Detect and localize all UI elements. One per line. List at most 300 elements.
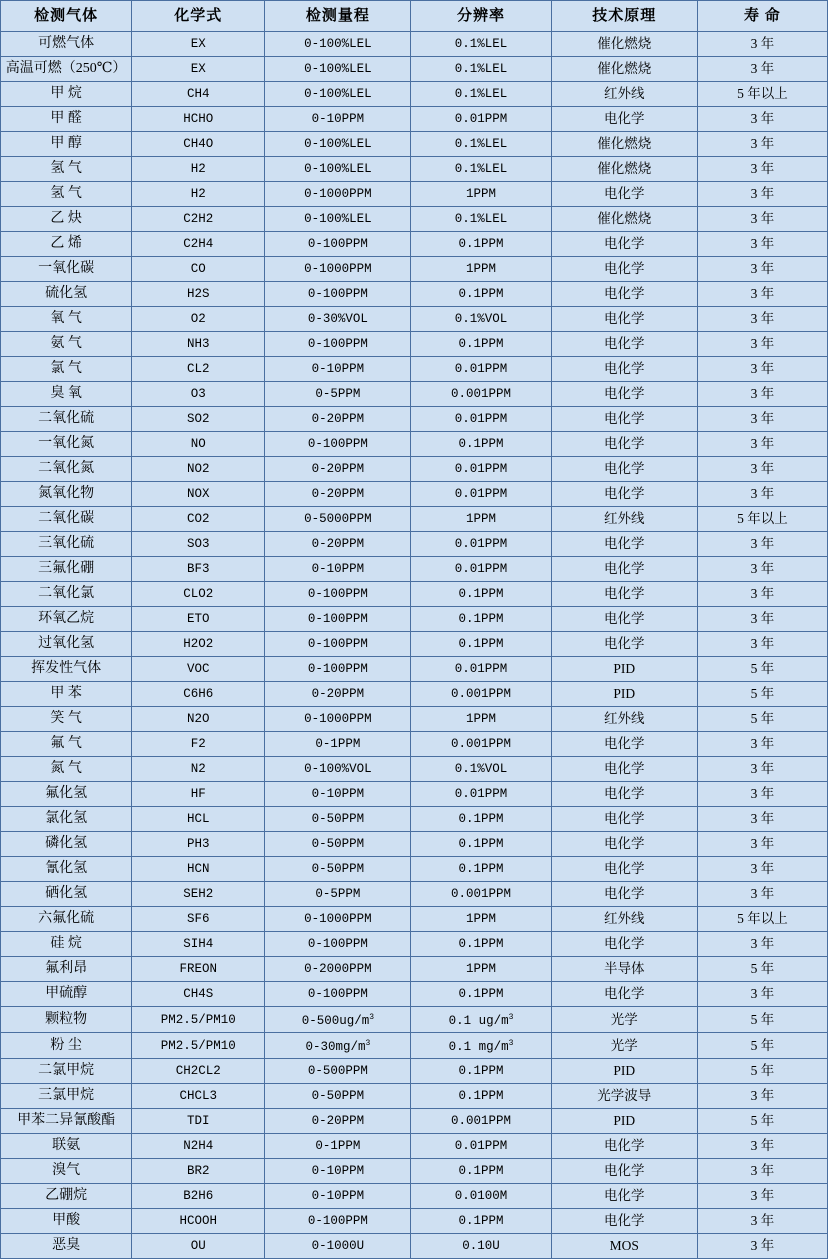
cell-technology: 电化学	[551, 607, 697, 632]
cell-gas: 磷化氢	[1, 832, 132, 857]
cell-gas: 氮氧化物	[1, 482, 132, 507]
cell-lifetime: 3 年	[697, 632, 827, 657]
cell-gas: 氮 气	[1, 757, 132, 782]
header-row	[1, 1, 828, 32]
cell-resolution: 0.1PPM	[411, 932, 551, 957]
cell-technology: 电化学	[551, 882, 697, 907]
cell-formula: NO2	[132, 457, 265, 482]
cell-resolution: 0.001PPM	[411, 682, 551, 707]
cell-range: 0-10PPM	[265, 1184, 411, 1209]
cell-lifetime: 3 年	[697, 32, 827, 57]
cell-range: 0-20PPM	[265, 682, 411, 707]
table-row	[1, 507, 828, 532]
table-row	[1, 707, 828, 732]
cell-lifetime: 3 年	[697, 1209, 827, 1234]
table-row	[1, 57, 828, 82]
cell-lifetime: 3 年	[697, 857, 827, 882]
cell-formula: SO2	[132, 407, 265, 432]
cell-formula: H2	[132, 182, 265, 207]
cell-range: 0-10PPM	[265, 782, 411, 807]
cell-technology: 电化学	[551, 782, 697, 807]
cell-resolution: 0.1%LEL	[411, 207, 551, 232]
cell-lifetime: 3 年	[697, 407, 827, 432]
cell-lifetime: 3 年	[697, 882, 827, 907]
cell-technology: 电化学	[551, 757, 697, 782]
cell-range: 0-5PPM	[265, 382, 411, 407]
cell-gas: 三氯甲烷	[1, 1084, 132, 1109]
cell-technology: 电化学	[551, 257, 697, 282]
cell-lifetime: 3 年	[697, 582, 827, 607]
cell-range: 0-100PPM	[265, 632, 411, 657]
cell-lifetime: 3 年	[697, 332, 827, 357]
cell-gas: 氟利昂	[1, 957, 132, 982]
cell-lifetime: 3 年	[697, 732, 827, 757]
cell-formula: SO3	[132, 532, 265, 557]
cell-resolution: 0.10U	[411, 1234, 551, 1259]
table-row	[1, 1209, 828, 1234]
cell-technology: 光学	[551, 1033, 697, 1059]
cell-range: 0-100%LEL	[265, 157, 411, 182]
cell-range: 0-100%LEL	[265, 57, 411, 82]
cell-lifetime: 3 年	[697, 207, 827, 232]
cell-resolution: 0.1PPM	[411, 982, 551, 1007]
table-row	[1, 957, 828, 982]
cell-resolution: 0.1%LEL	[411, 82, 551, 107]
cell-gas: 恶臭	[1, 1234, 132, 1259]
cell-formula: CO2	[132, 507, 265, 532]
cell-gas: 三氧化硫	[1, 532, 132, 557]
cell-technology: 电化学	[551, 432, 697, 457]
cell-range: 0-10PPM	[265, 107, 411, 132]
cell-gas: 颗粒物	[1, 1007, 132, 1033]
cell-gas: 甲 烷	[1, 82, 132, 107]
cell-range: 0-5PPM	[265, 882, 411, 907]
cell-formula: TDI	[132, 1109, 265, 1134]
cell-formula: FREON	[132, 957, 265, 982]
cell-formula: HCOOH	[132, 1209, 265, 1234]
cell-gas: 氨 气	[1, 332, 132, 357]
cell-range: 0-1000PPM	[265, 707, 411, 732]
cell-resolution: 1PPM	[411, 507, 551, 532]
cell-technology: PID	[551, 1059, 697, 1084]
cell-gas: 挥发性气体	[1, 657, 132, 682]
table-row	[1, 207, 828, 232]
cell-resolution: 0.01PPM	[411, 532, 551, 557]
cell-range: 0-100PPM	[265, 332, 411, 357]
table-row	[1, 407, 828, 432]
cell-range: 0-100PPM	[265, 1209, 411, 1234]
cell-formula: B2H6	[132, 1184, 265, 1209]
cell-resolution: 1PPM	[411, 257, 551, 282]
cell-gas: 二氧化氮	[1, 457, 132, 482]
table-row	[1, 457, 828, 482]
cell-lifetime: 5 年	[697, 1109, 827, 1134]
cell-gas: 甲 醛	[1, 107, 132, 132]
cell-formula: ETO	[132, 607, 265, 632]
table-row	[1, 782, 828, 807]
cell-gas: 硒化氢	[1, 882, 132, 907]
cell-range: 0-10PPM	[265, 557, 411, 582]
cell-lifetime: 5 年以上	[697, 907, 827, 932]
cell-resolution: 0.1PPM	[411, 607, 551, 632]
cell-resolution: 0.1PPM	[411, 632, 551, 657]
cell-lifetime: 5 年	[697, 707, 827, 732]
cell-lifetime: 3 年	[697, 832, 827, 857]
cell-formula: BF3	[132, 557, 265, 582]
cell-range: 0-20PPM	[265, 532, 411, 557]
cell-gas: 臭 氧	[1, 382, 132, 407]
cell-resolution: 0.1%LEL	[411, 132, 551, 157]
cell-formula: CH4S	[132, 982, 265, 1007]
cell-resolution: 0.1 $mg/m^3$	[411, 1033, 551, 1059]
table-row	[1, 607, 828, 632]
cell-formula: HCHO	[132, 107, 265, 132]
cell-range: 0-100%LEL	[265, 132, 411, 157]
cell-gas: 乙硼烷	[1, 1184, 132, 1209]
cell-lifetime: 3 年	[697, 1234, 827, 1259]
cell-technology: 电化学	[551, 407, 697, 432]
cell-formula: EX	[132, 32, 265, 57]
cell-lifetime: 3 年	[697, 807, 827, 832]
cell-resolution: 0.0100M	[411, 1184, 551, 1209]
cell-resolution: 0.1PPM	[411, 232, 551, 257]
cell-resolution: 0.001PPM	[411, 382, 551, 407]
cell-formula: H2O2	[132, 632, 265, 657]
cell-formula: EX	[132, 57, 265, 82]
table-row	[1, 382, 828, 407]
cell-technology: 红外线	[551, 707, 697, 732]
cell-resolution: 0.001PPM	[411, 732, 551, 757]
column-header-range: 检测量程	[265, 1, 411, 32]
cell-technology: 电化学	[551, 582, 697, 607]
cell-formula: HCL	[132, 807, 265, 832]
table-row	[1, 882, 828, 907]
cell-lifetime: 3 年	[697, 357, 827, 382]
cell-technology: 电化学	[551, 632, 697, 657]
cell-technology: 电化学	[551, 357, 697, 382]
cell-technology: 电化学	[551, 182, 697, 207]
table-row	[1, 682, 828, 707]
cell-technology: 电化学	[551, 482, 697, 507]
cell-lifetime: 5 年	[697, 1059, 827, 1084]
cell-range: 0-100%VOL	[265, 757, 411, 782]
cell-formula: N2O	[132, 707, 265, 732]
cell-gas: 过氧化氢	[1, 632, 132, 657]
cell-lifetime: 3 年	[697, 757, 827, 782]
cell-gas: 三氟化硼	[1, 557, 132, 582]
table-row	[1, 1109, 828, 1134]
cell-gas: 一氧化碳	[1, 257, 132, 282]
cell-range: 0-100PPM	[265, 232, 411, 257]
cell-gas: 硫化氢	[1, 282, 132, 307]
cell-range: 0-1000PPM	[265, 182, 411, 207]
cell-gas: 二氯甲烷	[1, 1059, 132, 1084]
cell-gas: 甲硫醇	[1, 982, 132, 1007]
cell-range: 0-100PPM	[265, 582, 411, 607]
cell-resolution: 0.1PPM	[411, 807, 551, 832]
cell-range: 0-2000PPM	[265, 957, 411, 982]
cell-technology: 催化燃烧	[551, 32, 697, 57]
cell-gas: 二氧化硫	[1, 407, 132, 432]
table-row	[1, 432, 828, 457]
cell-technology: 电化学	[551, 982, 697, 1007]
cell-range: 0-5000PPM	[265, 507, 411, 532]
cell-technology: 红外线	[551, 507, 697, 532]
table-row	[1, 857, 828, 882]
cell-resolution: 1PPM	[411, 182, 551, 207]
cell-technology: 电化学	[551, 932, 697, 957]
table-row	[1, 807, 828, 832]
cell-lifetime: 5 年以上	[697, 82, 827, 107]
cell-range: $0-30mg/m^3$	[265, 1033, 411, 1059]
table-header	[1, 1, 828, 32]
table-body	[1, 32, 828, 1259]
cell-formula: C6H6	[132, 682, 265, 707]
table-row	[1, 282, 828, 307]
cell-technology: 电化学	[551, 107, 697, 132]
cell-lifetime: 3 年	[697, 557, 827, 582]
cell-technology: MOS	[551, 1234, 697, 1259]
cell-lifetime: 3 年	[697, 782, 827, 807]
table-row	[1, 1159, 828, 1184]
cell-lifetime: 3 年	[697, 1084, 827, 1109]
cell-technology: 电化学	[551, 382, 697, 407]
cell-lifetime: 3 年	[697, 257, 827, 282]
cell-formula: CH2CL2	[132, 1059, 265, 1084]
cell-lifetime: 3 年	[697, 532, 827, 557]
table-row	[1, 582, 828, 607]
table-row	[1, 757, 828, 782]
cell-gas: 二氧化氯	[1, 582, 132, 607]
cell-lifetime: 3 年	[697, 132, 827, 157]
cell-technology: PID	[551, 682, 697, 707]
cell-gas: 六氟化硫	[1, 907, 132, 932]
cell-technology: 电化学	[551, 332, 697, 357]
cell-technology: 电化学	[551, 807, 697, 832]
cell-lifetime: 3 年	[697, 182, 827, 207]
cell-gas: 氯化氢	[1, 807, 132, 832]
cell-technology: 催化燃烧	[551, 157, 697, 182]
cell-formula: HF	[132, 782, 265, 807]
cell-resolution: 0.1PPM	[411, 332, 551, 357]
cell-range: 0-100PPM	[265, 282, 411, 307]
cell-lifetime: 5 年	[697, 957, 827, 982]
cell-formula: SF6	[132, 907, 265, 932]
cell-range: 0-10PPM	[265, 357, 411, 382]
cell-gas: 联氨	[1, 1134, 132, 1159]
cell-lifetime: 3 年	[697, 607, 827, 632]
table-row	[1, 257, 828, 282]
cell-technology: 电化学	[551, 307, 697, 332]
cell-lifetime: 3 年	[697, 382, 827, 407]
cell-gas: 甲 醇	[1, 132, 132, 157]
cell-resolution: 0.1PPM	[411, 832, 551, 857]
cell-technology: 红外线	[551, 82, 697, 107]
cell-resolution: 0.1PPM	[411, 432, 551, 457]
cell-lifetime: 5 年以上	[697, 507, 827, 532]
table-row	[1, 182, 828, 207]
cell-range: 0-1000PPM	[265, 257, 411, 282]
cell-technology: 电化学	[551, 1184, 697, 1209]
cell-resolution: 1PPM	[411, 957, 551, 982]
cell-technology: 光学波导	[551, 1084, 697, 1109]
table-row	[1, 82, 828, 107]
cell-range: 0-1000PPM	[265, 907, 411, 932]
cell-technology: 催化燃烧	[551, 132, 697, 157]
table-row	[1, 1059, 828, 1084]
cell-range: $0-500ug/m^3$	[265, 1007, 411, 1033]
cell-lifetime: 3 年	[697, 57, 827, 82]
cell-gas: 高温可燃（250℃）	[1, 57, 132, 82]
table-row	[1, 557, 828, 582]
column-header-lifetime: 寿 命	[697, 1, 827, 32]
cell-lifetime: 3 年	[697, 157, 827, 182]
table-row	[1, 907, 828, 932]
cell-formula: NH3	[132, 332, 265, 357]
cell-range: 0-10PPM	[265, 1159, 411, 1184]
cell-gas: 笑 气	[1, 707, 132, 732]
cell-resolution: 0.01PPM	[411, 1134, 551, 1159]
cell-resolution: 0.01PPM	[411, 107, 551, 132]
cell-technology: 光学	[551, 1007, 697, 1033]
cell-resolution: 0.1PPM	[411, 582, 551, 607]
table-row	[1, 1033, 828, 1059]
cell-range: 0-100PPM	[265, 982, 411, 1007]
cell-lifetime: 3 年	[697, 457, 827, 482]
column-header-formula: 化学式	[132, 1, 265, 32]
table-row	[1, 32, 828, 57]
cell-gas: 氧 气	[1, 307, 132, 332]
cell-lifetime: 3 年	[697, 282, 827, 307]
cell-gas: 乙 烯	[1, 232, 132, 257]
table-row	[1, 232, 828, 257]
cell-range: 0-500PPM	[265, 1059, 411, 1084]
cell-lifetime: 3 年	[697, 1159, 827, 1184]
cell-technology: 电化学	[551, 732, 697, 757]
cell-formula: O2	[132, 307, 265, 332]
cell-formula: VOC	[132, 657, 265, 682]
cell-resolution: 0.1 $ug/m^3$	[411, 1007, 551, 1033]
cell-formula: NO	[132, 432, 265, 457]
cell-gas: 氢 气	[1, 182, 132, 207]
table-row	[1, 982, 828, 1007]
table-row	[1, 107, 828, 132]
cell-formula: O3	[132, 382, 265, 407]
cell-range: 0-100PPM	[265, 607, 411, 632]
table-row	[1, 657, 828, 682]
cell-technology: 电化学	[551, 832, 697, 857]
cell-gas: 甲酸	[1, 1209, 132, 1234]
table-row	[1, 1084, 828, 1109]
cell-resolution: 0.1%LEL	[411, 157, 551, 182]
cell-range: 0-1PPM	[265, 732, 411, 757]
cell-resolution: 0.001PPM	[411, 882, 551, 907]
cell-lifetime: 3 年	[697, 107, 827, 132]
cell-resolution: 0.1%VOL	[411, 307, 551, 332]
table-row	[1, 1134, 828, 1159]
cell-range: 0-50PPM	[265, 807, 411, 832]
table-row	[1, 307, 828, 332]
cell-gas: 环氧乙烷	[1, 607, 132, 632]
cell-resolution: 0.1PPM	[411, 1084, 551, 1109]
cell-formula: OU	[132, 1234, 265, 1259]
cell-range: 0-100PPM	[265, 432, 411, 457]
table-row	[1, 1007, 828, 1033]
cell-resolution: 0.1PPM	[411, 1209, 551, 1234]
cell-gas: 甲 苯	[1, 682, 132, 707]
cell-formula: PM2.5/PM10	[132, 1033, 265, 1059]
cell-formula: CH4	[132, 82, 265, 107]
cell-range: 0-20PPM	[265, 1109, 411, 1134]
cell-formula: C2H4	[132, 232, 265, 257]
table-row	[1, 532, 828, 557]
cell-formula: CL2	[132, 357, 265, 382]
cell-formula: BR2	[132, 1159, 265, 1184]
cell-formula: SEH2	[132, 882, 265, 907]
cell-lifetime: 3 年	[697, 232, 827, 257]
cell-resolution: 0.01PPM	[411, 407, 551, 432]
cell-resolution: 0.1%VOL	[411, 757, 551, 782]
cell-lifetime: 3 年	[697, 982, 827, 1007]
cell-range: 0-20PPM	[265, 457, 411, 482]
cell-technology: 电化学	[551, 532, 697, 557]
cell-technology: 催化燃烧	[551, 57, 697, 82]
cell-resolution: 0.01PPM	[411, 457, 551, 482]
cell-formula: N2H4	[132, 1134, 265, 1159]
cell-technology: 半导体	[551, 957, 697, 982]
table-row	[1, 1184, 828, 1209]
cell-range: 0-100PPM	[265, 932, 411, 957]
cell-technology: PID	[551, 1109, 697, 1134]
cell-formula: PM2.5/PM10	[132, 1007, 265, 1033]
cell-resolution: 1PPM	[411, 707, 551, 732]
cell-range: 0-50PPM	[265, 832, 411, 857]
cell-resolution: 0.1PPM	[411, 1059, 551, 1084]
cell-formula: NOX	[132, 482, 265, 507]
table-row	[1, 132, 828, 157]
cell-resolution: 0.01PPM	[411, 357, 551, 382]
cell-formula: H2S	[132, 282, 265, 307]
table-row	[1, 482, 828, 507]
cell-resolution: 0.01PPM	[411, 782, 551, 807]
cell-range: 0-100%LEL	[265, 82, 411, 107]
cell-gas: 氢 气	[1, 157, 132, 182]
table-row	[1, 332, 828, 357]
cell-formula: F2	[132, 732, 265, 757]
cell-gas: 氟 气	[1, 732, 132, 757]
cell-formula: PH3	[132, 832, 265, 857]
cell-technology: 电化学	[551, 857, 697, 882]
cell-resolution: 0.01PPM	[411, 557, 551, 582]
cell-lifetime: 5 年	[697, 657, 827, 682]
cell-gas: 乙 炔	[1, 207, 132, 232]
cell-range: 0-50PPM	[265, 1084, 411, 1109]
cell-technology: 红外线	[551, 907, 697, 932]
cell-gas: 氟化氢	[1, 782, 132, 807]
cell-range: 0-100%LEL	[265, 32, 411, 57]
cell-gas: 一氧化氮	[1, 432, 132, 457]
cell-gas: 溴气	[1, 1159, 132, 1184]
column-header-gas: 检测气体	[1, 1, 132, 32]
cell-lifetime: 3 年	[697, 432, 827, 457]
table-row	[1, 1234, 828, 1259]
cell-formula: HCN	[132, 857, 265, 882]
cell-range: 0-1000U	[265, 1234, 411, 1259]
cell-technology: 电化学	[551, 1209, 697, 1234]
cell-resolution: 0.1PPM	[411, 857, 551, 882]
cell-gas: 甲苯二异氰酸酯	[1, 1109, 132, 1134]
cell-formula: SIH4	[132, 932, 265, 957]
